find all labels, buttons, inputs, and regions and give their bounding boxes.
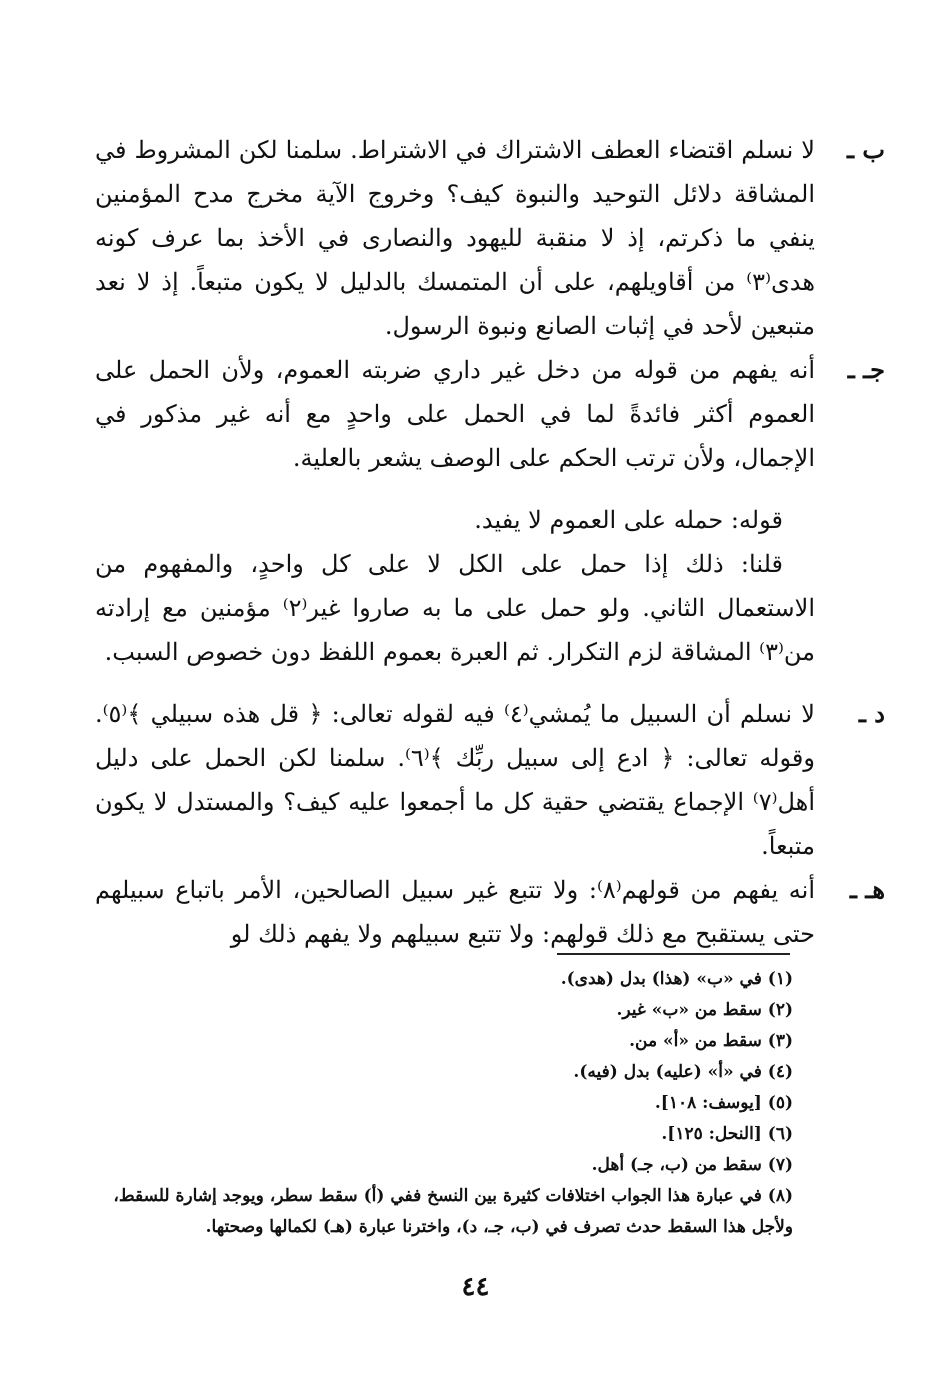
item-marker: د ـ xyxy=(858,699,885,728)
reply-paragraph: قلنا: ذلك إذا حمل على الكل لا على كل واحدٍ، والمفهوم من الاستعمال الثاني. ولو حمل على ما به صاروا غير⁽٢⁾ مؤمنين مع إرادته من⁽٣⁾ المشاقة لزم التكرار. ثم العبرة بعموم اللفظ دون خصوص السبب. xyxy=(95,550,815,666)
footnote: (٨) في عبارة هذا الجواب اختلافات كثيرة بين النسخ ففي (أ) سقط سطر، ويوجد إشارة للسقط، ولأجل هذا السقط حدث تصرف في (ب، جـ، د)، واخترنا عبارة (هـ) لكمالها وصحتها. xyxy=(113,1186,793,1237)
footnote: (٣) سقط من «أ» من. xyxy=(629,1031,793,1051)
footnotes xyxy=(95,964,793,1243)
footnote: (٢) سقط من «ب» غير. xyxy=(616,1000,793,1020)
item-marker: هـ ـ xyxy=(849,875,885,904)
footnote-divider xyxy=(557,953,790,955)
list-item-jeem xyxy=(95,348,885,480)
quote-line: قوله: حمله على العموم لا يفيد. xyxy=(474,506,783,534)
footnote: (٧) سقط من (ب، جـ) أهل. xyxy=(591,1155,793,1175)
footnote: (٥) [يوسف: ١٠٨]. xyxy=(654,1093,793,1113)
footnote: (٤) في «أ» (عليه) بدل (فيه). xyxy=(573,1062,793,1082)
list-item-ha xyxy=(95,868,885,956)
main-text xyxy=(95,128,885,956)
item-text: لا نسلم اقتضاء العطف الاشتراك في الاشتراط. سلمنا لكن المشروط في المشاقة دلائل التوحيد والنبوة كيف؟ وخروج الآية مخرج مدح المؤمنين ينفي ما ذكرتم، إذ لا منقبة لليهود والنصارى في الأخذ بما عرف كونه هدى⁽٣⁾ من أقاويلهم، على أن المتمسك بالدليل لا يكون متبعاً. إذ لا نعد متبعين لأحد في إثبات الصانع ونبوة الرسول. xyxy=(95,136,815,340)
item-text: أنه يفهم من قوله من دخل غير داري ضربته العموم، ولأن الحمل على العموم أكثر فائدةً لما في الحمل على واحدٍ مع أنه غير مذكور في الإجمال، ولأن ترتب الحكم على الوصف يشعر بالعلية. xyxy=(95,356,815,472)
list-item-dal xyxy=(95,692,885,868)
page-number: ٤٤ xyxy=(461,1272,490,1302)
footnote: (١) في «ب» (هذا) بدل (هدى). xyxy=(560,969,793,989)
item-text: أنه يفهم من قولهم⁽٨⁾: ولا تتبع غير سبيل الصالحين، الأمر باتباع سبيلهم حتى يستقبح مع ذلك قولهم: ولا تتبع سبيلهم ولا يفهم ذلك لو xyxy=(95,876,815,948)
list-item-b xyxy=(95,128,885,348)
item-text: لا نسلم أن السبيل ما يُمشي⁽٤⁾ فيه لقوله تعالى: ﴿ قل هذه سبيلي ﴾⁽٥⁾. وقوله تعالى: ﴿ ادع إلى سبيل ربِّك ﴾⁽٦⁾. سلمنا لكن الحمل على دليل أهل⁽٧⁾ الإجماع يقتضي حقية كل ما أجمعوا عليه كيف؟ والمستدل لا يكون متبعاً. xyxy=(95,700,815,860)
item-marker: جـ ـ xyxy=(847,355,885,384)
item-marker: ب ـ xyxy=(847,135,885,164)
footnote: (٦) [النحل: ١٢٥]. xyxy=(661,1124,793,1144)
